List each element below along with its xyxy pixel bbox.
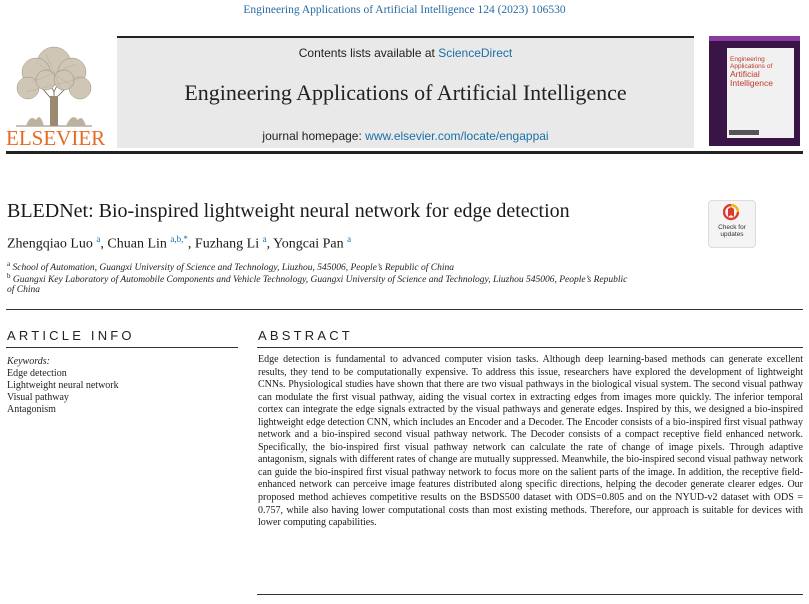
keyword: Edge detection (7, 368, 67, 379)
author-affiliation-marker[interactable]: a (347, 234, 352, 244)
affiliation-text: School of Automation, Guangxi University of Science and Technology, Liuzhou, 545006, People’s Republic of China (12, 263, 455, 274)
affiliation-b (7, 272, 627, 285)
cover-title (730, 56, 792, 88)
keyword: Antagonism (7, 404, 56, 415)
header-rule (6, 151, 803, 154)
keyword: Lightweight neural network (7, 380, 119, 391)
journal-cover-thumbnail[interactable] (709, 36, 800, 146)
homepage-link[interactable]: www.elsevier.com/locate/engappai (365, 129, 549, 143)
author-affiliation-marker[interactable]: a,b,* (170, 234, 188, 244)
cover-band (709, 36, 800, 41)
article-info-rule (6, 347, 238, 348)
journal-banner (117, 36, 694, 148)
check-for-updates-button[interactable] (708, 200, 756, 248)
abstract-rule (257, 347, 803, 348)
abstract-heading: ABSTRACT (258, 328, 353, 343)
author-name[interactable]: Yongcai Pan (273, 236, 344, 252)
homepage-line (117, 129, 694, 143)
author-name[interactable]: Chuan Lin (107, 236, 167, 252)
sciencedirect-link[interactable]: ScienceDirect (438, 46, 513, 60)
cover-publisher-logo (729, 130, 759, 135)
contents-line (117, 46, 694, 60)
author-name[interactable]: Zhengqiao Luo (7, 236, 93, 252)
article-info-heading: ARTICLE INFO (7, 328, 135, 343)
keywords-block (7, 356, 119, 416)
cover-title-large: Artificial Intelligence (730, 69, 774, 88)
check-updates-icon (723, 204, 739, 222)
cover-title-small: Engineering Applications of (730, 56, 773, 70)
author-affiliation-marker[interactable]: a (96, 234, 101, 244)
section-rule (6, 309, 803, 310)
affiliation-marker: a (7, 260, 11, 268)
author-affiliation-marker[interactable]: a (262, 234, 267, 244)
journal-title[interactable]: Engineering Applications of Artificial Intelligence (184, 80, 627, 105)
article-title: BLEDNet: Bio-inspired lightweight neural network for edge detection (7, 200, 570, 222)
homepage-prefix: journal homepage: (262, 129, 362, 143)
keyword: Visual pathway (7, 392, 69, 403)
affiliation-marker: b (7, 272, 11, 280)
affiliation-text: of China (7, 285, 40, 295)
journal-citation[interactable]: Engineering Applications of Artificial Intelligence 124 (2023) 106530 (243, 4, 566, 16)
check-updates-label: Check for updates (718, 224, 746, 238)
abstract-bottom-rule (257, 594, 803, 595)
affiliation-b-continued (7, 285, 40, 295)
author-name[interactable]: Fuzhang Li (194, 236, 260, 252)
contents-prefix: Contents lists available at (298, 46, 435, 60)
abstract-text: Edge detection is fundamental to advanced computer vision tasks. Although deep learning-based methods can generate excellent results, they tend to be computationally expensive. To address this issue, researchers have explored the development of lightweight CNNs. Physiological studies have shown that there are two visual pathways in the biological visual system. The second visual pathway can modulate the first visual pathway, aiding the visual cortex in extracting edges from images more quickly. The inferior temporal cortex can integrate the edge signals extracted by the visual pathways and generate edges. Inspired by this, we designed a bio-inspired lightweight edge detection CNN, which includes an Encoder and a Decoder. The Encoder consists of a bio-inspired first visual pathway network and a bio-inspired second visual pathway network. The Decoder consists of a compact receptive field enhanced network. Specifically, the bio-inspired first visual pathway network can calculate the rate of change of image pixels. Through adaptive antagonism, signals with different rates of change are mutually suppressed. Meanwhile, the bio-inspired second visual pathway network can guide the bio-inspired first visual pathway network to focus more on the salient parts of the image. In addition, the receptive field-enhanced network can perceive image features distributed along specific directions, helping the decoder generate clearer edges. Our proposed method achieves competitive results on the BSDS500 dataset with ODS=0.805 and on the NYUD-v2 dataset with ODS = 0.757, while also having lower computational costs than most existing methods. Therefore, our approach is suitable for devices with lower computing capabilities. (258, 354, 803, 529)
elsevier-wordmark[interactable]: ELSEVIER (6, 126, 106, 150)
affiliation-text: Guangxi Key Laboratory of Automobile Components and Vehicle Technology, Guangxi University of Science and Technology, Liuzhou 545006, People’s Republic (12, 275, 628, 286)
keywords-label: Keywords: (7, 356, 50, 367)
author-list: Zhengqiao Luo $^a$, Chuan Lin $^{a,b,*}$, Fuzhang Li $^a$, Yongcai Pan $^a$ (7, 234, 352, 252)
